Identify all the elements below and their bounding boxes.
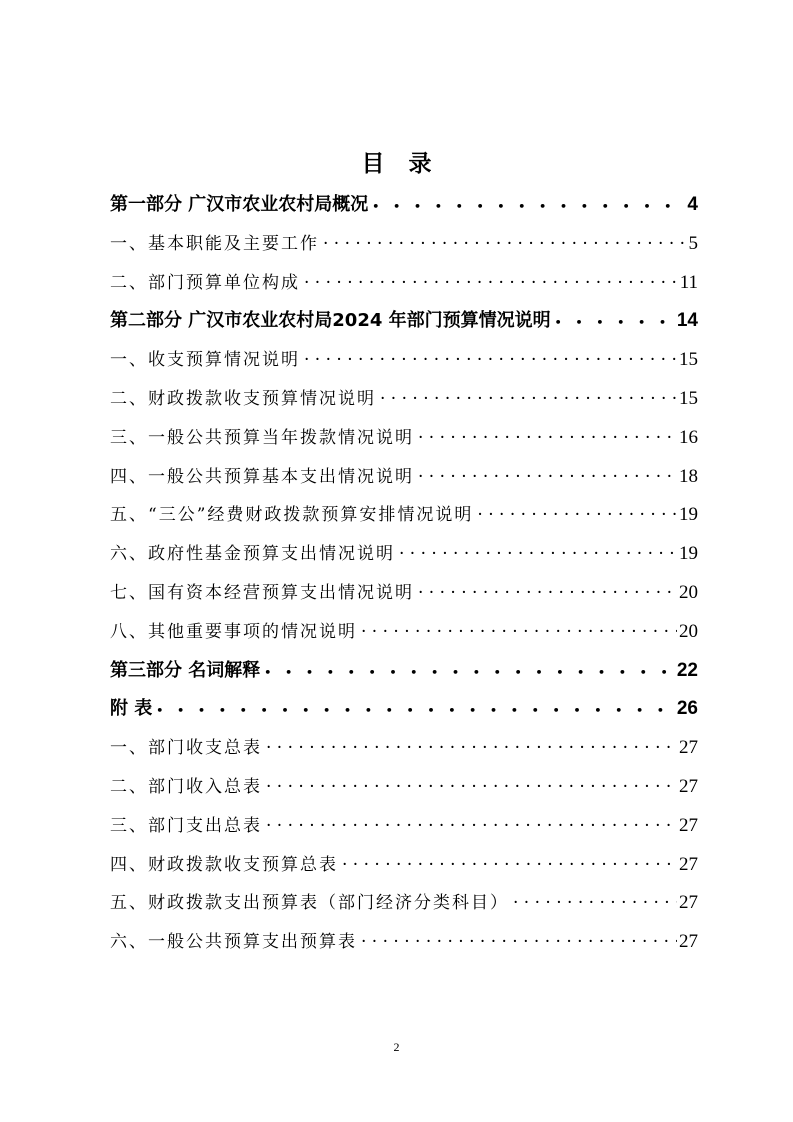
- toc-entry[interactable]: [110, 574, 698, 613]
- toc-leader-dots: [509, 884, 677, 923]
- toc-entry-label: 八、其他重要事项的情况说明: [110, 621, 357, 642]
- toc-leader-dots: [319, 225, 687, 264]
- toc-entry-page: 27: [679, 931, 698, 953]
- toc-leader-dots: [152, 690, 675, 731]
- toc-leader-dots: [262, 729, 677, 768]
- toc-entry[interactable]: [110, 264, 698, 303]
- toc-entry-label: 三、一般公共预算当年拨款情况说明: [110, 427, 414, 448]
- toc-entry-page: 27: [679, 737, 698, 759]
- toc-entry[interactable]: [110, 225, 698, 264]
- toc-entry-page: 27: [679, 775, 698, 797]
- page-number: 2: [393, 1040, 400, 1054]
- toc-entry-label: 一、基本职能及主要工作: [110, 233, 319, 254]
- toc-leader-dots: [414, 419, 677, 458]
- toc-entry[interactable]: [110, 729, 698, 768]
- toc-entry-label: 四、财政拨款收支预算总表: [110, 854, 338, 875]
- toc-entry-label: 一、部门收支总表: [110, 738, 262, 759]
- toc-entry[interactable]: [110, 690, 698, 729]
- toc-entry-label: 五、财政拨款支出预算表（部门经济分类科目）: [110, 893, 509, 914]
- toc-entry-label: 二、部门收入总表: [110, 776, 262, 797]
- toc-entry-page: 15: [679, 387, 698, 409]
- toc-entry[interactable]: [110, 884, 698, 923]
- toc-leader-dots: [414, 458, 677, 497]
- toc-entry[interactable]: [110, 535, 698, 574]
- toc-entry-page: 4: [687, 194, 698, 215]
- toc-leader-dots: [300, 264, 678, 303]
- toc-entry-label: 四、一般公共预算基本支出情况说明: [110, 466, 414, 487]
- toc-entry-page: 11: [679, 271, 698, 293]
- toc-entry-label: 一、收支预算情况说明: [110, 350, 300, 371]
- toc-entry-label: 第二部分 广汉市农业农村局2024 年部门预算情况说明: [110, 310, 551, 332]
- toc-leader-dots: [300, 341, 677, 380]
- toc-entry-page: 19: [679, 543, 698, 565]
- toc-entry[interactable]: [110, 186, 698, 225]
- toc-leader-dots: [395, 535, 677, 574]
- toc-entry-page: 18: [679, 465, 698, 487]
- toc-entry[interactable]: [110, 613, 698, 652]
- toc-entry[interactable]: [110, 419, 698, 458]
- toc-entry-label: 第三部分 名词解释: [110, 659, 261, 681]
- toc-leader-dots: [376, 380, 677, 419]
- table-of-contents: [110, 186, 698, 962]
- toc-leader-dots: [338, 846, 677, 885]
- toc-leader-dots: [357, 613, 677, 652]
- toc-leader-dots: [473, 496, 677, 535]
- toc-entry-page: 19: [679, 504, 698, 526]
- toc-entry-label: 附 表: [110, 698, 153, 720]
- toc-entry[interactable]: [110, 380, 698, 419]
- toc-entry[interactable]: [110, 846, 698, 885]
- toc-entry[interactable]: [110, 496, 698, 535]
- toc-entry-page: 20: [679, 620, 698, 642]
- toc-entry-page: 27: [679, 853, 698, 875]
- toc-entry-label: 六、一般公共预算支出预算表: [110, 932, 357, 953]
- toc-entry[interactable]: [110, 807, 698, 846]
- toc-entry[interactable]: [110, 341, 698, 380]
- toc-leader-dots: [551, 302, 675, 343]
- toc-entry-page: 27: [679, 892, 698, 914]
- toc-entry-label: 六、政府性基金预算支出情况说明: [110, 544, 395, 565]
- toc-entry-label: 三、部门支出总表: [110, 815, 262, 836]
- toc-entry-page: 20: [679, 581, 698, 603]
- toc-leader-dots: [357, 923, 677, 962]
- toc-entry-page: 22: [676, 659, 698, 681]
- toc-entry-page: 5: [688, 232, 698, 254]
- toc-leader-dots: [368, 186, 685, 227]
- toc-entry[interactable]: [110, 652, 698, 691]
- toc-entry[interactable]: [110, 302, 698, 341]
- toc-entry[interactable]: [110, 923, 698, 962]
- toc-entry-page: 26: [676, 698, 698, 720]
- toc-title: 目录: [361, 151, 456, 177]
- toc-entry-label: 二、部门预算单位构成: [110, 272, 300, 293]
- toc-entry-page: 14: [676, 310, 698, 332]
- toc-entry-label: 七、国有资本经营预算支出情况说明: [110, 582, 414, 603]
- toc-entry[interactable]: [110, 768, 698, 807]
- toc-leader-dots: [414, 574, 677, 613]
- toc-leader-dots: [262, 807, 677, 846]
- toc-entry[interactable]: [110, 458, 698, 497]
- toc-entry-label: 五、“三公”经费财政拨款预算安排情况说明: [110, 505, 474, 526]
- toc-entry-page: 16: [679, 426, 698, 448]
- toc-leader-dots: [260, 652, 675, 693]
- toc-entry-page: 27: [679, 814, 698, 836]
- toc-entry-page: 15: [679, 349, 698, 371]
- toc-leader-dots: [262, 768, 677, 807]
- toc-entry-label: 二、财政拨款收支预算情况说明: [110, 388, 376, 409]
- toc-entry-label: 第一部分 广汉市农业农村局概况: [110, 194, 369, 215]
